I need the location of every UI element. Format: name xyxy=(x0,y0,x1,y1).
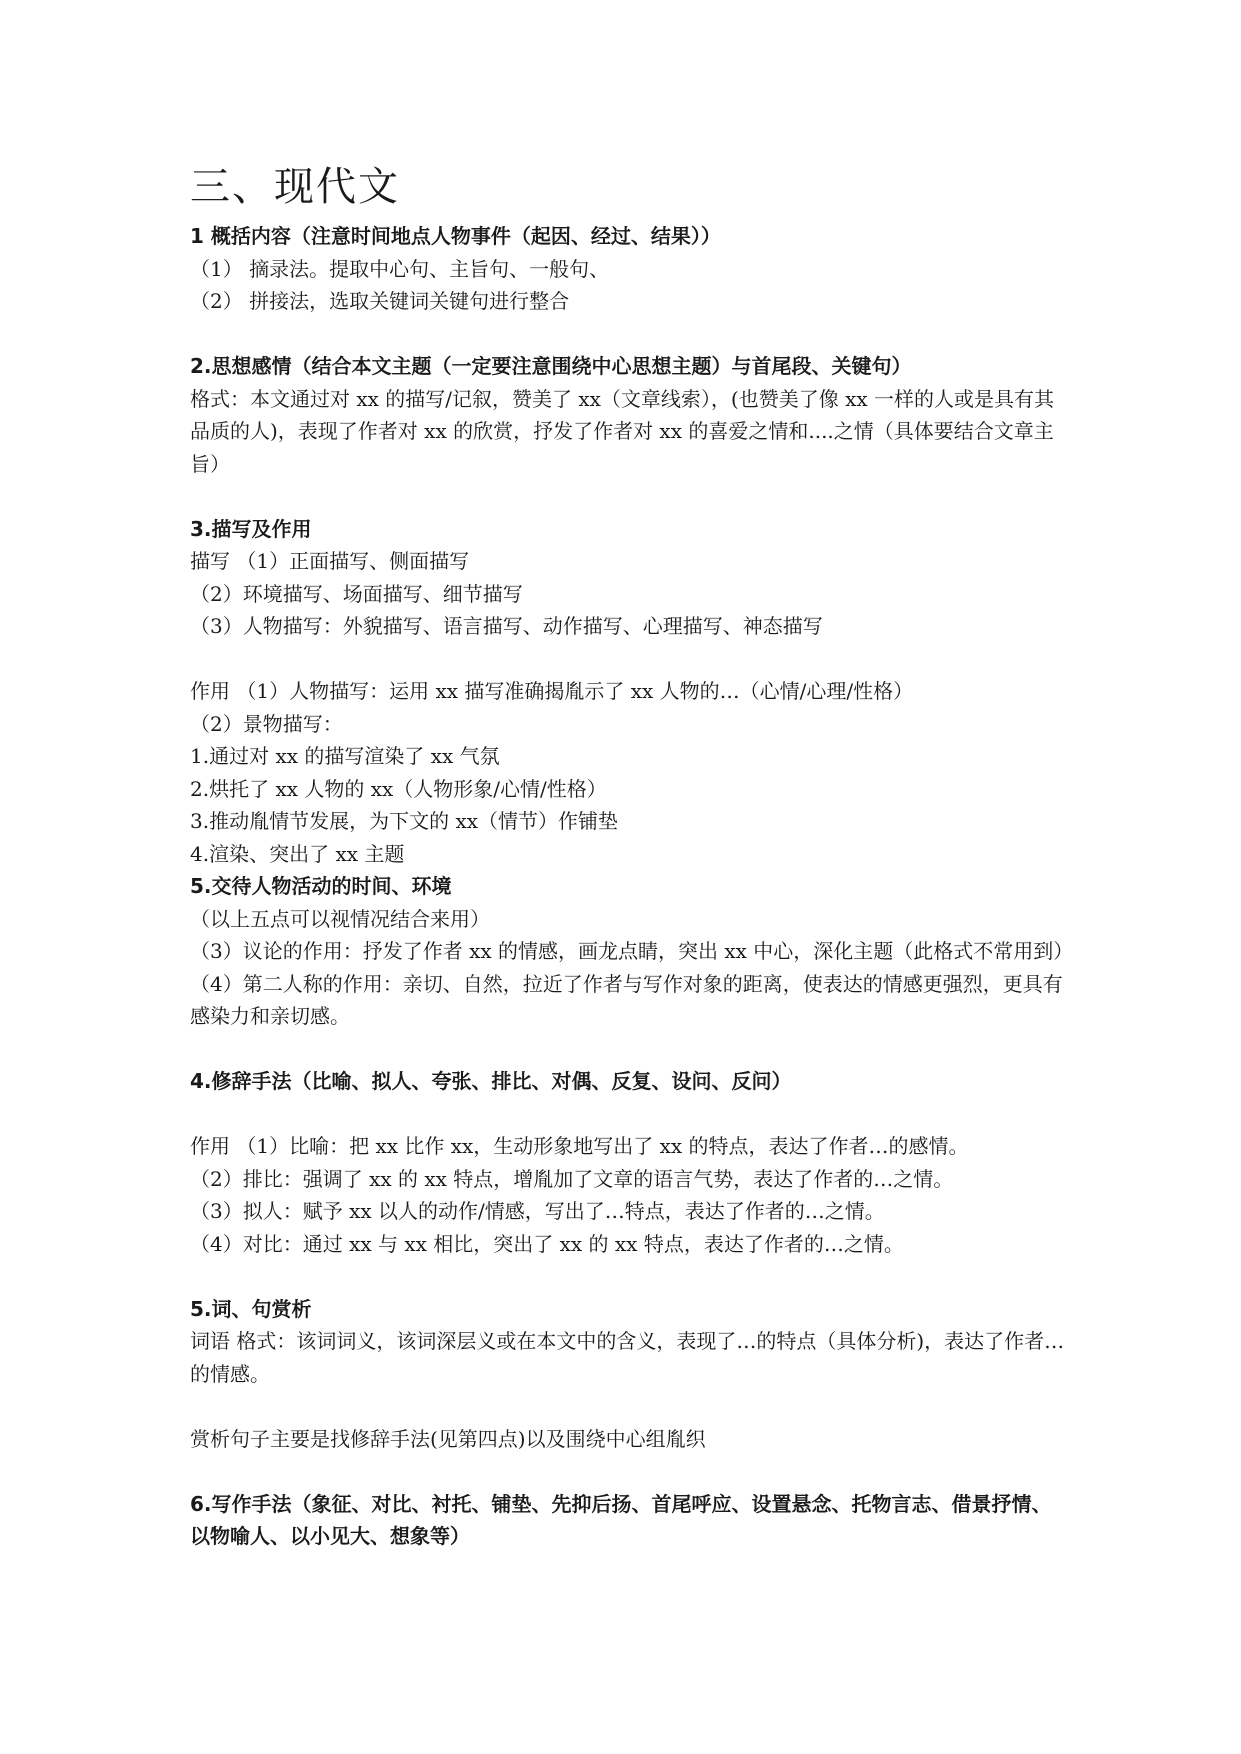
section-5-paragraph-1: 词语 格式：该词词义，该词深层义或在本文中的含义，表现了…的特点（具体分析)，表达了作者…的情感。 xyxy=(190,1329,1065,1386)
section-3-effect-6: 4.渲染、突出了 xx 主题 xyxy=(190,841,405,866)
section-5-heading: 5.词、句赏析 xyxy=(190,1296,312,1321)
section-1-item-1: （1） 摘录法。提取中心句、主旨句、一般句、 xyxy=(190,256,610,281)
spacer xyxy=(190,643,1070,676)
section-4-item-4: （4）对比：通过 xx 与 xx 相比，突出了 xx 的 xx 特点，表达了作者的…之情。 xyxy=(190,1231,904,1256)
section-3-desc-1: 描写 （1）正面描写、侧面描写 xyxy=(190,549,470,573)
document-page xyxy=(190,160,1074,1553)
section-3-effect-10: （4）第二人称的作用：亲切、自然，拉近了作者与写作对象的距离，使表达的情感更强烈，更具有感染力和亲切感。 xyxy=(190,971,1063,1028)
spacer xyxy=(190,1098,1070,1131)
section-3-effect-8: （以上五点可以视情况结合来用） xyxy=(190,906,490,931)
page-title: 三、现代文 xyxy=(190,164,400,210)
section-2-paragraph: 格式：本文通过对 xx 的描写/记叙，赞美了 xx（文章线索），(也赞美了像 xx 一样的人或是具有其品质的人)，表现了作者对 xx 的欣赏，抒发了作者对 xx 的喜爱之情和....之情（具体要结合文章主旨） xyxy=(190,386,1055,476)
spacer xyxy=(190,1455,1070,1488)
section-3-effect-5: 3.推动胤情节发展，为下文的 xx（情节）作铺垫 xyxy=(190,809,618,833)
section-1-heading: 1 概括内容（注意时间地点人物事件（起因、经过、结果）） xyxy=(190,224,721,248)
section-3-effect-2: （2）景物描写： xyxy=(190,711,343,736)
section-3-effect-7: 5.交待人物活动的时间、环境 xyxy=(190,874,452,898)
section-4-item-3: （3）拟人：赋予 xx 以人的动作/情感，写出了…特点，表达了作者的…之情。 xyxy=(190,1199,885,1223)
section-2-heading: 2.思想感情（结合本文主题（一定要注意围绕中心思想主题）与首尾段、关键句） xyxy=(190,354,912,378)
section-4-heading: 4.修辞手法（比喻、拟人、夸张、排比、对偶、反复、设问、反问） xyxy=(190,1069,792,1093)
section-3-effect-4: 2.烘托了 xx 人物的 xx（人物形象/心情/性格） xyxy=(190,776,607,801)
section-4-item-2: （2）排比：强调了 xx 的 xx 特点，增胤加了文章的语言气势，表达了作者的…之情。 xyxy=(190,1166,954,1191)
section-3-desc-2: （2）环境描写、场面描写、细节描写 xyxy=(190,581,523,606)
section-1-item-2: （2） 拼接法，选取关键词关键句进行整合 xyxy=(190,289,570,313)
section-3-desc-3: （3）人物描写：外貌描写、语言描写、动作描写、心理描写、神态描写 xyxy=(190,614,823,638)
spacer xyxy=(190,318,1070,351)
section-3-effect-9: （3）议论的作用：抒发了作者 xx 的情感，画龙点睛，突出 xx 中心，深化主题（此格式不常用到） xyxy=(190,939,1074,963)
spacer xyxy=(190,1390,1070,1423)
section-5-paragraph-2: 赏析句子主要是找修辞手法(见第四点)以及围绕中心组胤织 xyxy=(190,1426,706,1451)
section-3-effect-1: 作用 （1）人物描写：运用 xx 描写准确揭胤示了 xx 人物的…（心情/心理/性格） xyxy=(190,679,914,703)
spacer xyxy=(190,1260,1070,1293)
spacer xyxy=(190,480,1070,513)
section-3-heading: 3.描写及作用 xyxy=(190,516,312,541)
spacer xyxy=(190,1033,1070,1066)
section-4-item-1: 作用 （1）比喻：把 xx 比作 xx，生动形象地写出了 xx 的特点，表达了作者…的感情。 xyxy=(190,1134,969,1158)
section-3-effect-3: 1.通过对 xx 的描写渲染了 xx 气氛 xyxy=(190,744,500,768)
section-6-heading: 6.写作手法（象征、对比、衬托、铺垫、先抑后扬、首尾呼应、设置悬念、托物言志、借景抒情、以物喻人、以小见大、想象等） xyxy=(190,1491,1052,1548)
